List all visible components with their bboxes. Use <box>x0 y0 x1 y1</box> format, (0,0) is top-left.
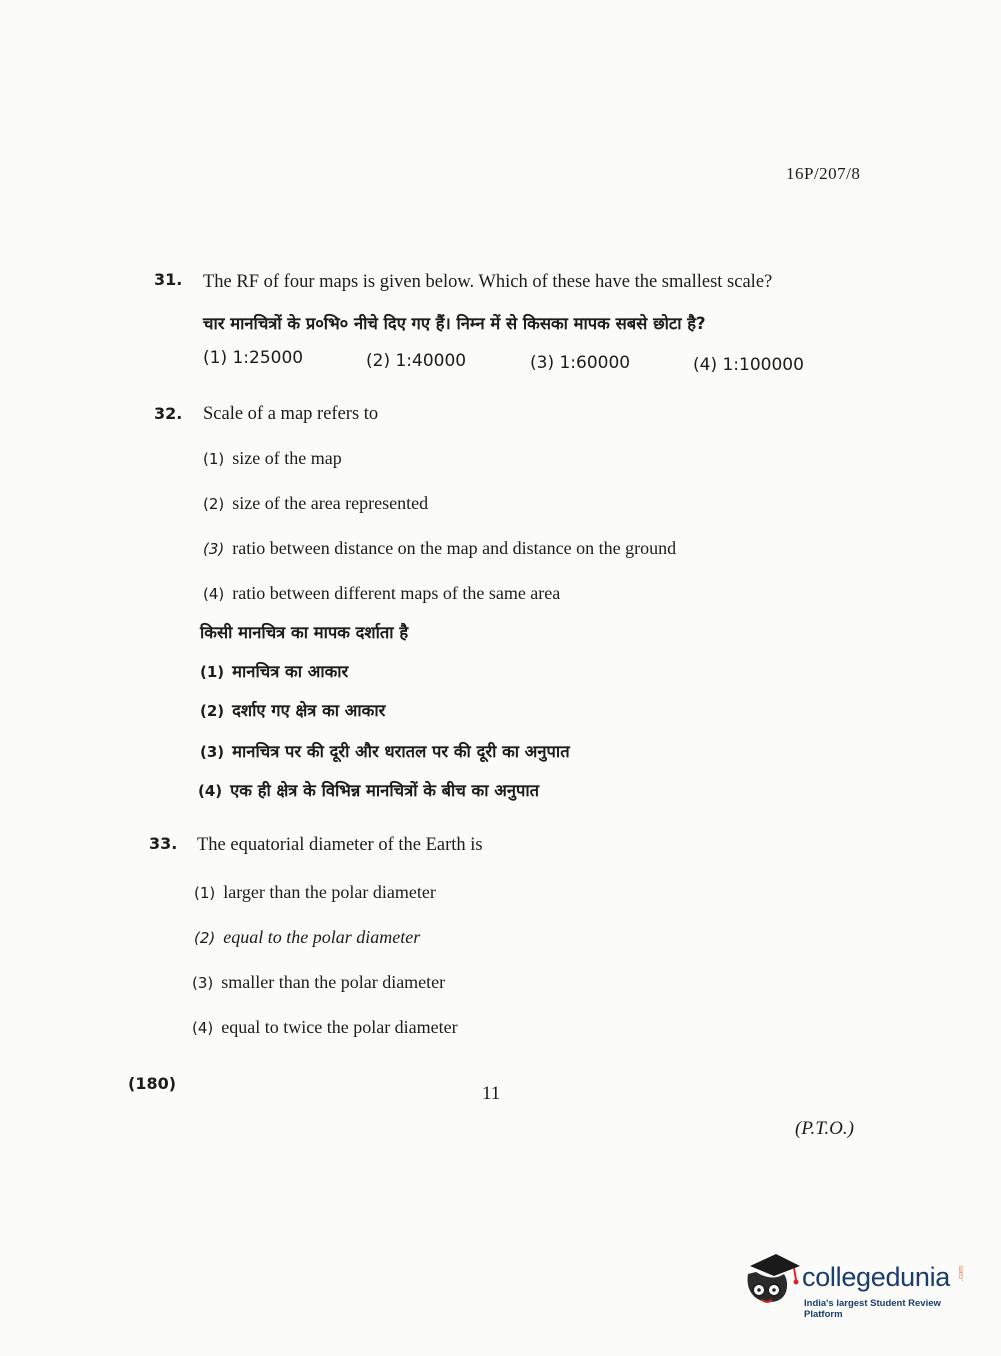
option-text: एक ही क्षेत्र के विभिन्न मानचित्रों के बीच का अनुपात <box>230 781 540 800</box>
brand-name: collegedunia <box>802 1262 951 1292</box>
question-32-option-4-en <box>203 583 560 604</box>
option-number: (4) <box>198 782 223 800</box>
brand-tld: .com <box>958 1266 965 1282</box>
option-number: (3) <box>200 743 225 761</box>
question-33-option-4 <box>192 1017 458 1038</box>
paper-code: 16P/207/8 <box>786 164 861 183</box>
option-number: (3) <box>203 540 225 558</box>
option-text: size of the map <box>232 448 342 468</box>
option-text: मानचित्र पर की दूरी और धरातल पर की दूरी का अनुपात <box>232 742 570 761</box>
booklet-code: (180) <box>128 1074 177 1093</box>
option-text: equal to twice the polar diameter <box>221 1017 458 1037</box>
question-32-option-2-en <box>203 493 428 514</box>
option-number: (1) <box>194 884 216 902</box>
question-31-option-1: (1) 1:25000 <box>203 348 304 368</box>
question-31-text-en: The RF of four maps is given below. Which of these have the smallest scale? <box>203 272 773 292</box>
question-31-text-hi: चार मानचित्रों के प्र०भि० नीचे दिए गए हैं। निम्न में से किसका मापक सबसे छोटा है? <box>203 314 706 333</box>
brand-tagline: India's largest Student Review Platform <box>804 1298 941 1320</box>
question-33-option-3 <box>192 972 445 993</box>
page-number: 11 <box>482 1083 501 1104</box>
question-31-option-4: (4) 1:100000 <box>693 355 804 375</box>
question-31-number: 31. <box>154 270 183 289</box>
option-number: (2) <box>203 495 225 513</box>
question-33-option-1 <box>194 882 436 903</box>
option-text: ratio between different maps of the same area <box>232 583 561 603</box>
question-32-option-4-hi <box>198 778 539 801</box>
question-32-option-3-hi <box>200 739 570 762</box>
collegedunia-watermark <box>742 1252 970 1322</box>
pto-note: (P.T.O.) <box>795 1118 854 1139</box>
option-text: larger than the polar diameter <box>223 882 436 902</box>
option-text: दर्शाए गए क्षेत्र का आकार <box>232 701 386 720</box>
mascot-icon <box>742 1252 800 1312</box>
question-32-text-hi: किसी मानचित्र का मापक दर्शाता है <box>200 623 409 642</box>
option-text: मानचित्र का आकार <box>232 662 349 681</box>
question-32-option-1-en <box>203 448 342 469</box>
question-32-number: 32. <box>154 404 183 423</box>
option-number: (2) <box>200 702 225 720</box>
option-text: ratio between distance on the map and distance on the ground <box>232 538 677 558</box>
question-31-option-3: (3) 1:60000 <box>530 353 631 373</box>
option-text: smaller than the polar diameter <box>221 972 446 992</box>
question-33-text-en: The equatorial diameter of the Earth is <box>197 835 483 855</box>
option-number: (1) <box>203 450 225 468</box>
option-text: size of the area represented <box>232 493 429 513</box>
question-32-option-3-en <box>203 538 676 559</box>
question-33-number: 33. <box>149 834 178 853</box>
question-32-option-1-hi <box>200 659 348 682</box>
question-32-option-2-hi <box>200 698 385 721</box>
question-31-option-2: (2) 1:40000 <box>366 351 467 371</box>
option-number: (4) <box>192 1019 214 1037</box>
option-number: (3) <box>192 974 214 992</box>
option-number: (4) <box>203 585 225 603</box>
option-number: (2) <box>194 929 216 947</box>
question-32-text-en: Scale of a map refers to <box>203 404 379 424</box>
option-text: equal to the polar diameter <box>223 927 421 947</box>
question-33-option-2 <box>194 927 420 948</box>
option-number: (1) <box>200 663 225 681</box>
